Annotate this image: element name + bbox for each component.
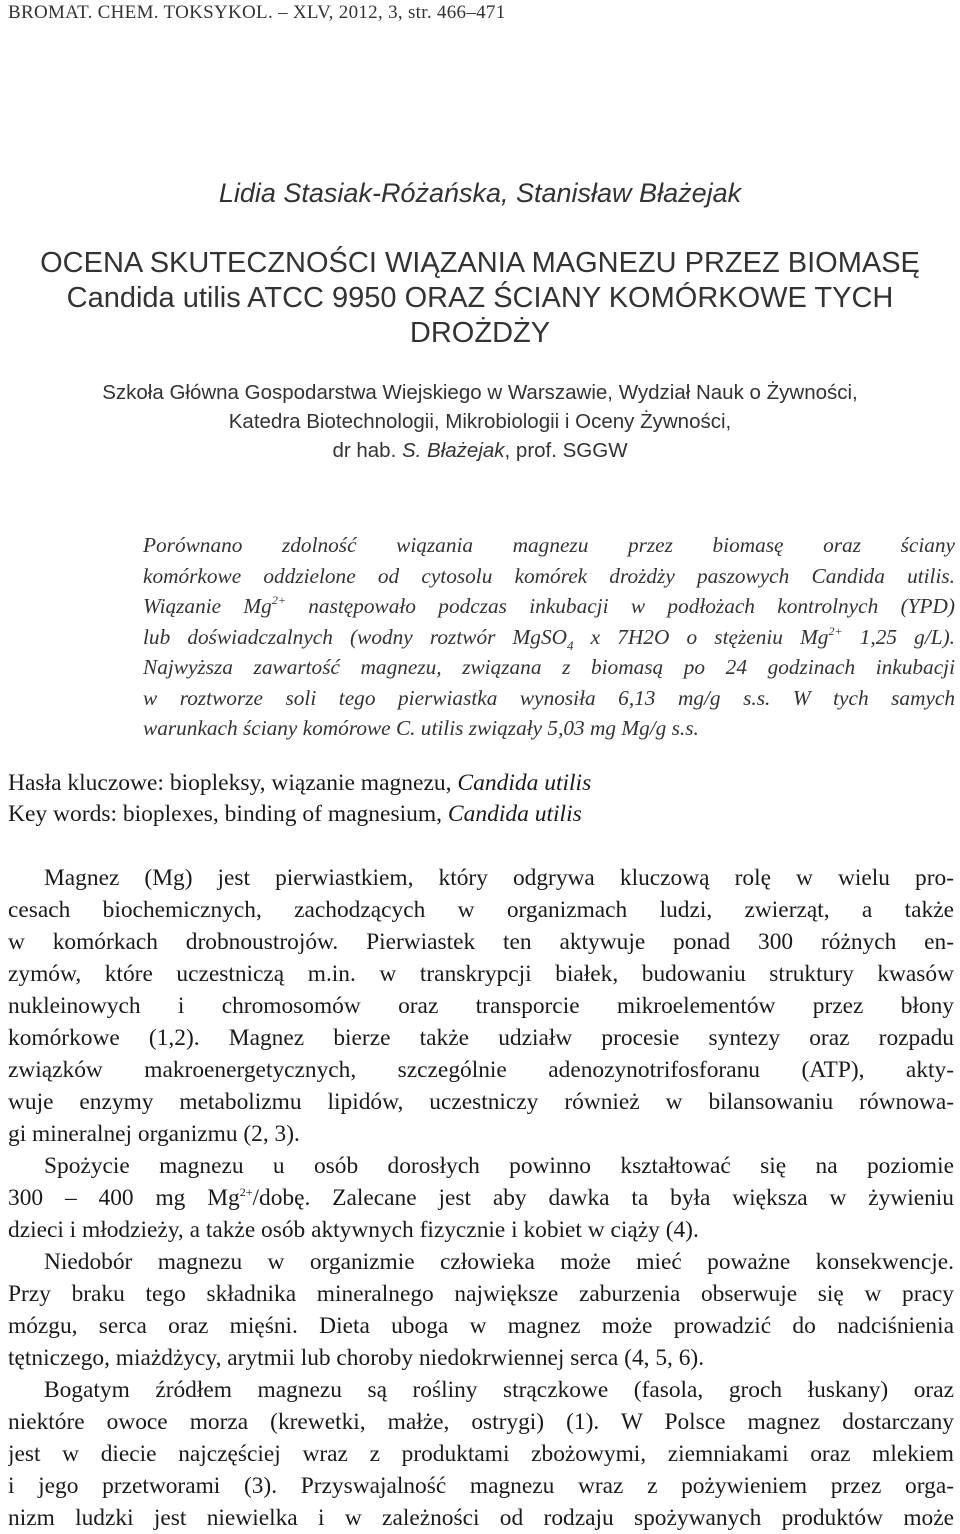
- abstract-text: lub doświadczalnych (wodny roztwór MgSO: [143, 624, 567, 649]
- body-line: [8, 1182, 954, 1214]
- body-line: nizm ludzki jest niewielka i w zależności od rodzaju spożywanych produktów może: [8, 1505, 954, 1531]
- body-line: wuje enzymy metabolizmu lipidów, uczestniczy również w bilansowaniu równowa-: [8, 1089, 954, 1115]
- body-line: nukleinowych i chromosomów oraz transporcie mikroelementów przez błony: [8, 993, 954, 1019]
- body-line: i jego przetworami (3). Przyswajalność magnezu wraz z pożywieniem przez orga-: [8, 1473, 954, 1499]
- body-line: cesach biochemicznych, zachodzących w organizmach ludzi, zwierząt, a także: [8, 897, 954, 923]
- abstract-text: x 7H2O o stężeniu Mg: [573, 624, 829, 649]
- body-line: mózgu, serca oraz mięśni. Dieta uboga w magnez może prowadzić do nadciśnienia: [8, 1313, 954, 1339]
- body-text-part: 300 – 400 mg Mg: [8, 1185, 240, 1211]
- body-line: tętniczego, miażdżycy, arytmii lub choroby niedokrwiennej serca (4, 5, 6).: [8, 1345, 705, 1371]
- authors: Lidia Stasiak-Różańska, Stanisław Błażejak: [218, 178, 742, 208]
- affiliation-line: [20, 436, 940, 465]
- body-line: Spożycie magnezu u osób dorosłych powinno kształtować się na poziomie: [44, 1153, 954, 1179]
- keywords-text: Hasła kluczowe: biopleksy, wiązanie magnezu,: [8, 770, 458, 796]
- abstract-line: Porównano zdolność wiązania magnezu przez biomasę oraz ściany: [143, 533, 955, 557]
- body-line: gi mineralnej organizmu (2, 3).: [8, 1121, 300, 1147]
- abstract-line: warunkach ściany komórowe C. utilis związały 5,03 mg Mg/g s.s.: [143, 716, 699, 740]
- superscript: 2+: [828, 623, 843, 638]
- superscript: 2+: [239, 1185, 253, 1199]
- abstract-line: komórkowe oddzielone od cytosolu komórek drożdży paszowych Candida utilis.: [143, 563, 955, 588]
- journal-header: BROMAT. CHEM. TOKSYKOL. – XLV, 2012, 3, str. 466–471: [8, 2, 506, 23]
- superscript: 2+: [271, 593, 286, 607]
- keywords-pl: [8, 768, 958, 799]
- affiliation: [20, 378, 940, 465]
- body-line: Magnez (Mg) jest pierwiastkiem, który odgrywa kluczową rolę w wielu pro-: [44, 865, 954, 891]
- abstract-line: w roztworze soli tego pierwiastka wynosiła 6,13 mg/g s.s. W tych samych: [143, 685, 955, 710]
- abstract-text: następowało podczas inkubacji w podłożach kontrolnych (YPD): [285, 594, 955, 618]
- keywords-species: Candida utilis: [457, 770, 592, 796]
- body-line: zymów, które uczestniczą m.in. w transkrypcji białek, budowaniu struktury kwasów: [8, 961, 954, 987]
- body-line: jest w diecie najczęściej wraz z produktami zbożowymi, ziemniakami oraz mlekiem: [8, 1441, 954, 1467]
- keywords: [8, 768, 958, 830]
- abstract-text: Wiązanie Mg: [143, 594, 272, 618]
- body-text-part: /dobę. Zalecane jest aby dawka ta była większa w żywieniu: [252, 1185, 954, 1211]
- body-text: [8, 862, 954, 1534]
- body-line: dzieci i młodzieży, a także osób aktywnych fizycznie i kobiet w ciąży (4).: [8, 1217, 699, 1243]
- title-line: Candida utilis ATCC 9950 ORAZ ŚCIANY KOMÓRKOWE TYCH: [66, 282, 894, 314]
- abstract-line: [143, 622, 955, 653]
- body-line: komórkowe (1,2). Magnez bierze także udziałw procesie syntezy oraz rozpadu: [8, 1025, 954, 1051]
- abstract-line: Najwyższa zawartość magnezu, związana z biomasą po 24 godzinach inkubacji: [143, 655, 955, 679]
- abstract: [143, 530, 955, 744]
- title-line: OCENA SKUTECZNOŚCI WIĄZANIA MAGNEZU PRZEZ BIOMASĘ: [40, 247, 920, 279]
- body-line: Niedobór magnezu w organizmie człowieka może mieć poważne konsekwencje.: [44, 1249, 954, 1275]
- body-line: niektóre owoce morza (krewetki, małże, ostrygi) (1). W Polsce magnez dostarczany: [8, 1409, 954, 1435]
- keywords-species: Candida utilis: [447, 801, 582, 827]
- title-line: DROŻDŻY: [409, 317, 551, 349]
- body-line: Bogatym źródłem magnezu są rośliny strączkowe (fasola, groch łuskany) oraz: [44, 1377, 954, 1403]
- body-line: Przy braku tego składnika mineralnego największe zaburzenia obserwuje się w pracy: [8, 1281, 954, 1307]
- affiliation-author: S. Błażejak: [401, 439, 505, 462]
- keywords-en: [8, 799, 958, 830]
- keywords-text: Key words: bioplexes, binding of magnesium,: [8, 801, 448, 827]
- subscript: 4: [566, 637, 574, 653]
- body-line: związków makroenergetycznych, szczególnie adenozynotrifosforanu (ATP), akty-: [8, 1057, 954, 1083]
- affiliation-title: dr hab.: [332, 439, 402, 462]
- affiliation-line: Szkoła Główna Gospodarstwa Wiejskiego w Warszawie, Wydział Nauk o Żywności,: [102, 381, 858, 404]
- abstract-text: 1,25 g/L).: [842, 624, 955, 649]
- affiliation-line: Katedra Biotechnologii, Mikrobiologii i Oceny Żywności,: [228, 410, 732, 433]
- body-line: w komórkach drobnoustrojów. Pierwiastek ten aktywuje ponad 300 różnych en-: [8, 929, 954, 955]
- article-title: [10, 246, 950, 351]
- affiliation-rank: , prof. SGGW: [504, 439, 628, 462]
- abstract-line: [143, 591, 955, 622]
